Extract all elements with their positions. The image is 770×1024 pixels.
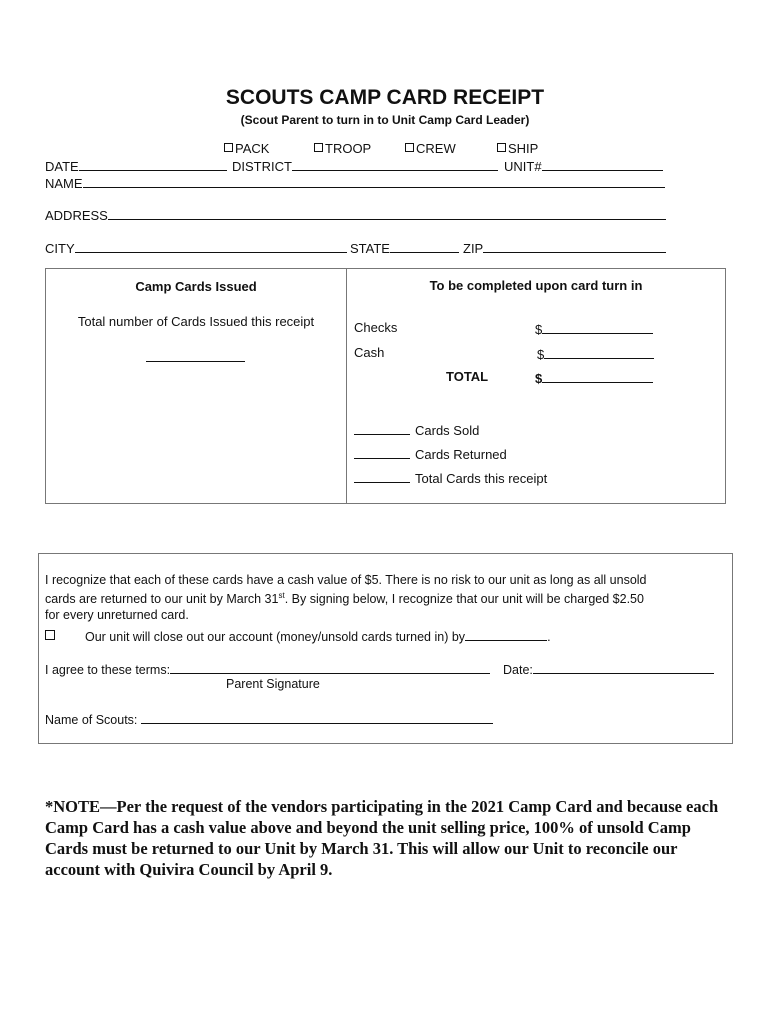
checkbox-icon (314, 143, 323, 152)
checks-label: Checks (354, 320, 398, 335)
cards-returned-label: Cards Returned (415, 447, 507, 462)
cash-line[interactable] (544, 345, 654, 359)
date-field[interactable] (45, 157, 227, 174)
signature-line[interactable] (170, 660, 490, 674)
unit-number-field[interactable] (504, 157, 663, 174)
cards-sold-label: Cards Sold (415, 423, 480, 438)
zip-label: ZIP (463, 241, 484, 256)
unit-type-label: PACK (235, 141, 270, 156)
page-subtitle: (Scout Parent to turn in to Unit Camp Card Leader) (240, 113, 530, 127)
scouts-name-label: Name of Scouts: (45, 713, 138, 727)
total-field[interactable] (535, 369, 653, 386)
issued-total-line[interactable] (146, 348, 245, 362)
dollar-sign: $ (535, 322, 543, 337)
issued-total-label: Total number of Cards Issued this receipt (77, 314, 315, 329)
close-out-label: Our unit will close out our account (money/unsold cards turned in) by (85, 630, 466, 644)
checkbox-icon (405, 143, 414, 152)
parent-signature-caption: Parent Signature (226, 677, 320, 691)
name-label: NAME (45, 176, 83, 191)
cards-sold-row[interactable] (354, 421, 479, 438)
unit-type-pack[interactable] (224, 141, 269, 156)
city-label: CITY (45, 241, 75, 256)
address-field[interactable] (45, 206, 666, 223)
agreement-date-field[interactable] (503, 660, 714, 677)
agreement-line-3: for every unreturned card. (45, 608, 189, 623)
agreement-line-1: I recognize that each of these cards have a cash value of $5. There is no risk to our unit as long as all unsold (45, 573, 647, 587)
city-line[interactable] (75, 239, 347, 253)
city-field[interactable] (45, 239, 347, 256)
unit-type-troop[interactable] (314, 141, 371, 156)
checks-line[interactable] (542, 320, 653, 334)
agreement-paragraph (45, 572, 725, 623)
close-out-date-line[interactable] (465, 627, 547, 641)
zip-field[interactable] (463, 239, 666, 256)
name-field[interactable] (45, 174, 665, 191)
close-out-row[interactable]: Our unit will close out our account (money/unsold cards turned in) by . (45, 627, 551, 644)
name-line[interactable] (83, 174, 665, 188)
address-label: ADDRESS (45, 208, 108, 223)
unit-type-crew[interactable] (405, 141, 456, 156)
total-label: TOTAL (446, 369, 489, 384)
dollar-sign: $ (537, 347, 545, 362)
cards-sold-line[interactable] (354, 421, 410, 435)
total-cards-label: Total Cards this receipt (415, 471, 548, 486)
unit-type-label: TROOP (325, 141, 372, 156)
cards-returned-line[interactable] (354, 445, 410, 459)
state-field[interactable] (350, 239, 459, 256)
agreement-line-2-sup: st (278, 591, 285, 600)
district-field[interactable] (232, 157, 498, 174)
checkbox-icon (224, 143, 233, 152)
zip-line[interactable] (483, 239, 666, 253)
cards-returned-row[interactable] (354, 445, 507, 462)
unit-type-label: SHIP (508, 141, 539, 156)
total-cards-line[interactable] (354, 469, 410, 483)
checkbox-icon (497, 143, 506, 152)
unit-number-line[interactable] (542, 157, 663, 171)
checks-field[interactable] (535, 320, 653, 337)
state-line[interactable] (390, 239, 459, 253)
agreement-line-2b: . By signing below, I recognize that our unit will be charged $2.50 (284, 592, 644, 607)
agreement-date-line[interactable] (533, 660, 714, 674)
date-label: DATE (45, 159, 79, 174)
dollar-sign: $ (535, 371, 543, 386)
district-line[interactable] (292, 157, 498, 171)
total-cards-row[interactable] (354, 469, 547, 486)
cash-label: Cash (354, 345, 385, 360)
cards-box-divider (346, 268, 347, 503)
agreement-line-2a: cards are returned to our unit by March 31 (45, 592, 279, 607)
unit-type-label: CREW (416, 141, 456, 156)
agree-terms-field[interactable] (45, 660, 490, 677)
cash-field[interactable] (537, 345, 654, 362)
turn-in-heading: To be completed upon card turn in (429, 278, 643, 293)
address-line[interactable] (108, 206, 666, 220)
unit-type-ship[interactable] (497, 141, 538, 156)
scouts-name-line[interactable] (141, 710, 493, 724)
page-title: SCOUTS CAMP CARD RECEIPT (225, 86, 545, 109)
agree-terms-label: I agree to these terms: (45, 663, 171, 677)
scouts-name-field[interactable] (45, 710, 493, 727)
district-label: DISTRICT (232, 159, 292, 174)
state-label: STATE (350, 241, 390, 256)
checkbox-icon[interactable] (45, 630, 55, 640)
unit-number-label: UNIT# (504, 159, 542, 174)
note-paragraph: *NOTE—Per the request of the vendors participating in the 2021 Camp Card and because each Camp Card has a cash value above and beyond the unit selling price, 100% of unsold Camp Cards must be returned to our Unit by March 31. This will allow our Unit to reconcile our account with Quivira Council by April 9. (45, 797, 719, 879)
date-line[interactable] (79, 157, 227, 171)
agreement-date-label: Date: (503, 663, 533, 677)
issued-heading: Camp Cards Issued (135, 279, 257, 294)
total-line[interactable] (542, 369, 653, 383)
